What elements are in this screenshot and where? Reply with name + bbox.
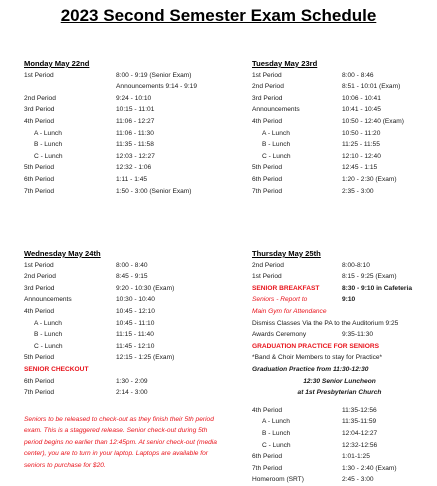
schedule-row	[24, 174, 224, 186]
schedule-row-label: 2nd Period	[252, 261, 284, 269]
luncheon-text: 12:30 Senior Luncheon	[303, 377, 376, 385]
schedule-row	[24, 128, 224, 140]
schedule-row	[24, 70, 224, 82]
page-title: 2023 Second Semester Exam Schedule	[60, 6, 377, 25]
schedule-row-time: 10:45 - 11:10	[116, 319, 155, 327]
schedule-row-label: 7th Period	[252, 464, 283, 472]
schedule-row	[24, 104, 224, 116]
seniors-report-time: 9:10	[342, 296, 356, 304]
schedule-row	[252, 416, 437, 428]
schedule-row-label: 7th Period	[252, 187, 283, 195]
schedule-row	[24, 306, 229, 318]
schedule-row	[24, 93, 224, 105]
schedule-row-time: 8:00-8:10	[342, 261, 370, 269]
schedule-row-label: 1st Period	[24, 261, 54, 269]
schedule-row	[24, 81, 224, 93]
thursday-section	[252, 248, 437, 486]
schedule-row-time: 1:20 - 2:30 (Exam)	[342, 175, 397, 183]
wednesday-rows	[24, 260, 229, 364]
band-choir-text: *Band & Choir Members to stay for Practice*	[252, 354, 383, 362]
schedule-row-time: 11:15 - 11:40	[116, 331, 154, 339]
thursday-heading: Thursday May 25th	[252, 249, 321, 258]
schedule-row-label: Homeroom (SRT)	[252, 476, 304, 484]
schedule-row-time: 8:45 - 9:15	[116, 273, 148, 281]
schedule-row-time: 11:35-11:59	[342, 418, 377, 426]
schedule-row-time: 1:01-1:25	[342, 453, 370, 461]
schedule-row-time: 12:15 - 1:25 (Exam)	[116, 354, 175, 362]
schedule-row-label: 7th Period	[24, 389, 55, 397]
schedule-row-label: C - Lunch	[262, 441, 291, 449]
schedule-row-label: 7th Period	[24, 187, 55, 195]
senior-checkout-note: Seniors to be released to check-out as they finish their 5th period exam. This is a staggered release. Senior check-out during 5th period begins no earlier than 12:45pm. At senior check-out (media center), you are to turn in your laptop. Laptops are available for seniors to purchase for $20.	[24, 415, 217, 469]
schedule-row	[252, 474, 437, 486]
schedule-row-time: 1:50 - 3:00 (Senior Exam)	[116, 187, 192, 195]
church-text: at 1st Presbyterian Church	[297, 389, 382, 397]
schedule-row-label: 5th Period	[24, 354, 55, 362]
schedule-row	[252, 405, 437, 417]
schedule-row-time: 8:00 - 8:46	[342, 71, 374, 79]
schedule-row-time: 11:06 - 11:30	[116, 129, 154, 137]
schedule-row	[252, 428, 437, 440]
schedule-row-time: 2:45 - 3:00	[342, 476, 374, 484]
schedule-row-label: 1st Period	[252, 273, 282, 281]
schedule-row-label: 4th Period	[24, 307, 55, 315]
schedule-row	[24, 387, 229, 399]
schedule-row-time: 12:03 - 12:27	[116, 152, 155, 160]
schedule-row-time: Announcements 9:14 - 9:19	[116, 83, 198, 91]
schedule-row	[252, 151, 432, 163]
schedule-row-time: 10:15 - 11:01	[116, 106, 155, 114]
schedule-row-time: 10:30 - 10:40	[116, 296, 155, 304]
schedule-row-label: 6th Period	[252, 175, 283, 183]
wednesday-rows-after-checkout	[24, 376, 229, 399]
graduation-practice-row	[252, 341, 437, 353]
schedule-row-label: 1st Period	[252, 71, 282, 79]
schedule-row-time: 1:30 - 2:09	[116, 377, 148, 385]
schedule-row-time: 11:06 - 12:27	[116, 117, 155, 125]
schedule-row	[252, 162, 432, 174]
schedule-row	[252, 139, 432, 151]
schedule-row-label: 6th Period	[24, 175, 55, 183]
seniors-report-row	[252, 294, 437, 306]
luncheon-row	[252, 376, 427, 388]
schedule-row-label: 2nd Period	[252, 83, 284, 91]
schedule-row-time: 11:25 - 11:55	[342, 141, 380, 149]
schedule-row-time: 8:00 - 9:19 (Senior Exam)	[116, 71, 192, 79]
awards-time: 9:35-11:30	[342, 331, 374, 339]
schedule-row	[252, 70, 432, 82]
schedule-row-label: 5th Period	[24, 164, 55, 172]
schedule-row-label: A - Lunch	[34, 129, 62, 137]
monday-heading: Monday May 22nd	[24, 59, 90, 68]
schedule-row	[24, 139, 224, 151]
schedule-row-time: 12:10 - 12:40	[342, 152, 381, 160]
schedule-row-label: 6th Period	[252, 453, 283, 461]
schedule-row-time: 10:06 - 10:41	[342, 94, 381, 102]
schedule-row-time: 10:50 - 12:40 (Exam)	[342, 117, 404, 125]
schedule-row	[252, 116, 432, 128]
seniors-report-label: Seniors - Report to	[252, 296, 308, 304]
awards-row	[252, 329, 437, 341]
schedule-row-label: 6th Period	[24, 377, 55, 385]
senior-checkout-row	[24, 364, 229, 376]
schedule-row	[24, 341, 229, 353]
awards-label: Awards Ceremony	[252, 331, 307, 339]
schedule-row-label: B - Lunch	[34, 141, 63, 149]
schedule-row-label: Announcements	[24, 296, 72, 304]
schedule-row-label: 4th Period	[252, 117, 283, 125]
schedule-row-time: 1:11 - 1:45	[116, 175, 148, 183]
dismiss-row	[252, 318, 437, 330]
schedule-row-label: 4th Period	[252, 406, 283, 414]
schedule-row	[252, 463, 437, 475]
schedule-row-time: 11:45 - 12:10	[116, 342, 155, 350]
tuesday-rows	[252, 70, 432, 198]
tuesday-heading: Tuesday May 23rd	[252, 59, 318, 68]
schedule-row-label: B - Lunch	[262, 429, 291, 437]
schedule-row-label: 3rd Period	[252, 94, 283, 102]
schedule-row	[252, 186, 432, 198]
schedule-row-time: 8:51 - 10:01 (Exam)	[342, 83, 401, 91]
tuesday-section	[252, 58, 432, 197]
schedule-row	[252, 81, 432, 93]
schedule-row	[24, 186, 224, 198]
schedule-row-label: B - Lunch	[34, 331, 63, 339]
schedule-row-label: 5th Period	[252, 164, 283, 172]
schedule-row	[252, 451, 437, 463]
main-gym-label: Main Gym for Attendance	[252, 307, 327, 315]
schedule-row	[252, 271, 437, 283]
senior-breakfast-row	[252, 283, 437, 295]
schedule-row	[252, 104, 432, 116]
schedule-row-label: 3rd Period	[24, 284, 55, 292]
grad-practice-time-text: Graduation Practice from 11:30-12:30	[252, 365, 369, 373]
monday-rows	[24, 70, 224, 198]
schedule-row-label: 1st Period	[24, 71, 54, 79]
schedule-row-time: 8:00 - 8:40	[116, 261, 148, 269]
wednesday-section	[24, 248, 229, 471]
schedule-row-label: 4th Period	[24, 117, 55, 125]
schedule-row-label: A - Lunch	[262, 418, 290, 426]
main-gym-row	[252, 306, 437, 318]
schedule-row-time: 1:30 - 2:40 (Exam)	[342, 464, 397, 472]
schedule-row	[24, 329, 229, 341]
schedule-row-label: C - Lunch	[34, 342, 63, 350]
schedule-row	[252, 93, 432, 105]
schedule-row-label: C - Lunch	[262, 152, 291, 160]
schedule-row	[24, 283, 229, 295]
schedule-row-time: 11:35 - 11:58	[116, 141, 154, 149]
senior-breakfast-time: 8:30 - 9:10 in Cafeteria	[342, 284, 412, 292]
dismiss-text: Dismiss Classes Via the PA to the Auditorium 9:25	[252, 319, 399, 327]
schedule-row	[252, 174, 432, 186]
schedule-row	[24, 271, 229, 283]
wednesday-heading: Wednesday May 24th	[24, 249, 101, 258]
schedule-row-time: 2:35 - 3:00	[342, 187, 374, 195]
schedule-row	[24, 376, 229, 388]
schedule-row	[252, 128, 432, 140]
schedule-row	[24, 294, 229, 306]
schedule-row-label: C - Lunch	[34, 152, 63, 160]
schedule-row	[24, 260, 229, 272]
schedule-row-time: 12:04-12:27	[342, 429, 378, 437]
schedule-row	[252, 260, 437, 272]
schedule-row-time: 9:20 - 10:30 (Exam)	[116, 284, 175, 292]
schedule-row-time: 11:35-12:56	[342, 406, 377, 414]
schedule-row	[24, 318, 229, 330]
schedule-row-time: 2:14 - 3:00	[116, 389, 148, 397]
schedule-row	[24, 352, 229, 364]
schedule-row-label: A - Lunch	[262, 129, 290, 137]
schedule-row-time: 12:32-12:56	[342, 441, 378, 449]
schedule-row	[24, 116, 224, 128]
schedule-row-time: 10:50 - 11:20	[342, 129, 381, 137]
schedule-row-label: 2nd Period	[24, 273, 56, 281]
schedule-row-time: 10:41 - 10:45	[342, 106, 381, 114]
thursday-rows	[252, 260, 437, 283]
thursday-rows-afternoon	[252, 405, 437, 486]
schedule-row	[252, 440, 437, 452]
schedule-row-time: 12:32 - 1:06	[116, 164, 152, 172]
grad-practice-time-row	[252, 364, 437, 376]
graduation-practice-label: GRADUATION PRACTICE FOR SENIORS	[252, 342, 379, 350]
schedule-row-time: 9:24 - 10:10	[116, 94, 152, 102]
schedule-row-time: 10:45 - 12:10	[116, 307, 155, 315]
schedule-row-label: A - Lunch	[34, 319, 62, 327]
schedule-row-label: 3rd Period	[24, 106, 55, 114]
schedule-row	[24, 151, 224, 163]
senior-checkout-label: SENIOR CHECKOUT	[24, 365, 89, 373]
schedule-row-time: 8:15 - 9:25 (Exam)	[342, 273, 397, 281]
monday-section	[24, 58, 224, 197]
schedule-row	[24, 162, 224, 174]
schedule-row-label: B - Lunch	[262, 141, 291, 149]
senior-breakfast-label: SENIOR BREAKFAST	[252, 284, 320, 292]
church-row	[252, 387, 427, 399]
schedule-row-label: 2nd Period	[24, 94, 56, 102]
band-choir-row	[252, 352, 437, 364]
schedule-row-time: 12:45 - 1:15	[342, 164, 378, 172]
schedule-row-label: Announcements	[252, 106, 300, 114]
